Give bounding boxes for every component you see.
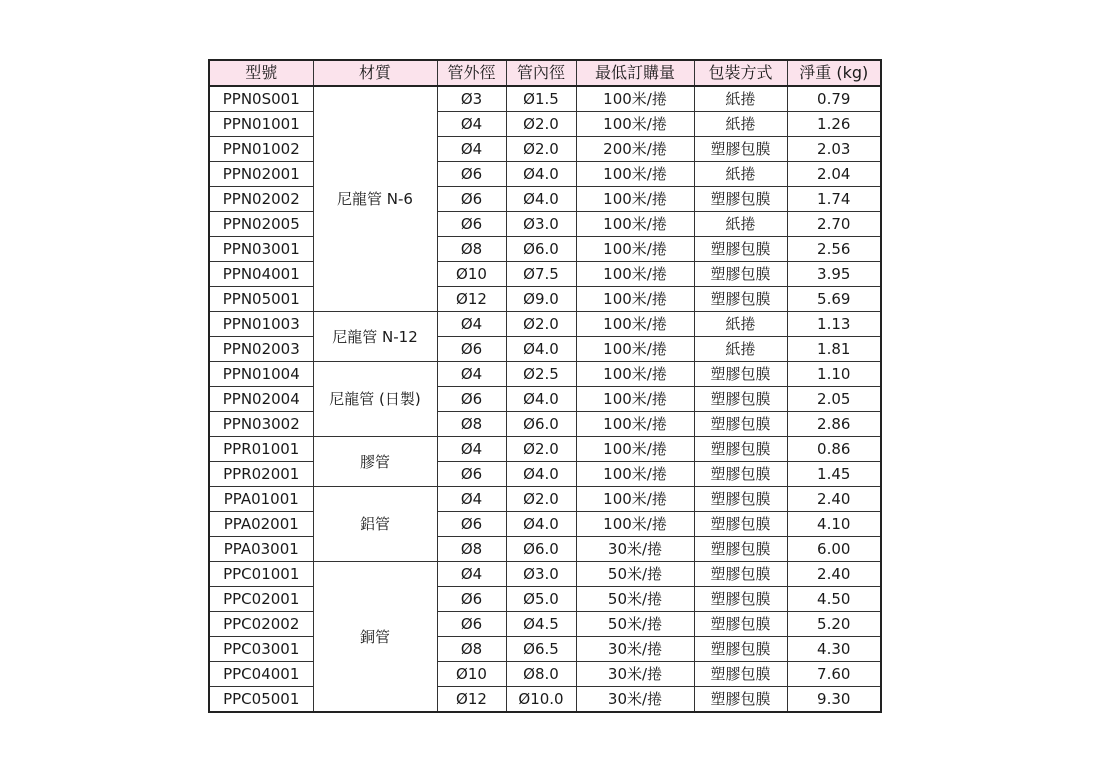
packaging-cell: 塑膠包膜 [694,612,787,637]
inner-diameter-cell: Ø4.5 [506,612,576,637]
model-cell: PPN03001 [209,237,313,262]
table-row [209,137,881,162]
table-row [209,337,881,362]
table-row [209,537,881,562]
model-cell: PPN05001 [209,287,313,312]
packaging-cell: 塑膠包膜 [694,437,787,462]
net-weight-cell: 2.40 [787,487,881,512]
outer-diameter-cell: Ø8 [437,412,506,437]
min-order-cell: 200米/捲 [576,137,694,162]
packaging-cell: 塑膠包膜 [694,237,787,262]
packaging-cell: 塑膠包膜 [694,512,787,537]
outer-diameter-cell: Ø4 [437,362,506,387]
inner-diameter-cell: Ø2.0 [506,437,576,462]
packaging-cell: 紙捲 [694,112,787,137]
header-model: 型號 [209,60,313,86]
min-order-cell: 100米/捲 [576,162,694,187]
inner-diameter-cell: Ø5.0 [506,587,576,612]
model-cell: PPC04001 [209,662,313,687]
model-cell: PPN01003 [209,312,313,337]
packaging-cell: 塑膠包膜 [694,412,787,437]
min-order-cell: 30米/捲 [576,637,694,662]
packaging-cell: 塑膠包膜 [694,662,787,687]
net-weight-cell: 7.60 [787,662,881,687]
table-row [209,86,881,112]
outer-diameter-cell: Ø4 [437,487,506,512]
outer-diameter-cell: Ø6 [437,462,506,487]
material-cell: 銅管 [313,562,437,713]
packaging-cell: 塑膠包膜 [694,637,787,662]
header-row [209,60,881,86]
outer-diameter-cell: Ø6 [437,337,506,362]
table-row [209,612,881,637]
header-packaging: 包裝方式 [694,60,787,86]
min-order-cell: 100米/捲 [576,512,694,537]
inner-diameter-cell: Ø9.0 [506,287,576,312]
table-row [209,462,881,487]
model-cell: PPN02004 [209,387,313,412]
net-weight-cell: 1.13 [787,312,881,337]
table-row [209,687,881,713]
net-weight-cell: 4.30 [787,637,881,662]
net-weight-cell: 1.10 [787,362,881,387]
net-weight-cell: 2.04 [787,162,881,187]
packaging-cell: 塑膠包膜 [694,537,787,562]
outer-diameter-cell: Ø8 [437,637,506,662]
model-cell: PPN02005 [209,212,313,237]
table-row [209,662,881,687]
min-order-cell: 100米/捲 [576,212,694,237]
net-weight-cell: 2.56 [787,237,881,262]
model-cell: PPN02002 [209,187,313,212]
header-inner-diameter: 管內徑 [506,60,576,86]
min-order-cell: 100米/捲 [576,487,694,512]
table-row [209,387,881,412]
table-row [209,362,881,387]
net-weight-cell: 1.81 [787,337,881,362]
packaging-cell: 紙捲 [694,86,787,112]
min-order-cell: 50米/捲 [576,612,694,637]
model-cell: PPA02001 [209,512,313,537]
material-cell: 尼龍管 N-6 [313,86,437,312]
outer-diameter-cell: Ø10 [437,262,506,287]
min-order-cell: 100米/捲 [576,312,694,337]
net-weight-cell: 5.69 [787,287,881,312]
inner-diameter-cell: Ø4.0 [506,462,576,487]
net-weight-cell: 4.50 [787,587,881,612]
model-cell: PPC02002 [209,612,313,637]
inner-diameter-cell: Ø4.0 [506,512,576,537]
model-cell: PPC03001 [209,637,313,662]
net-weight-cell: 0.79 [787,86,881,112]
outer-diameter-cell: Ø4 [437,312,506,337]
outer-diameter-cell: Ø4 [437,137,506,162]
min-order-cell: 50米/捲 [576,587,694,612]
min-order-cell: 100米/捲 [576,86,694,112]
packaging-cell: 紙捲 [694,212,787,237]
net-weight-cell: 5.20 [787,612,881,637]
min-order-cell: 100米/捲 [576,187,694,212]
table-row [209,162,881,187]
packaging-cell: 塑膠包膜 [694,362,787,387]
net-weight-cell: 6.00 [787,537,881,562]
model-cell: PPN02001 [209,162,313,187]
inner-diameter-cell: Ø6.0 [506,237,576,262]
inner-diameter-cell: Ø6.5 [506,637,576,662]
model-cell: PPN01004 [209,362,313,387]
model-cell: PPC05001 [209,687,313,713]
packaging-cell: 塑膠包膜 [694,187,787,212]
spec-body [209,86,881,712]
net-weight-cell: 2.40 [787,562,881,587]
min-order-cell: 100米/捲 [576,287,694,312]
inner-diameter-cell: Ø3.0 [506,212,576,237]
packaging-cell: 塑膠包膜 [694,287,787,312]
outer-diameter-cell: Ø8 [437,537,506,562]
net-weight-cell: 9.30 [787,687,881,713]
header-net-weight: 淨重 (kg) [787,60,881,86]
outer-diameter-cell: Ø10 [437,662,506,687]
min-order-cell: 100米/捲 [576,262,694,287]
outer-diameter-cell: Ø6 [437,187,506,212]
model-cell: PPA03001 [209,537,313,562]
net-weight-cell: 1.74 [787,187,881,212]
spec-table [208,59,882,713]
model-cell: PPN04001 [209,262,313,287]
model-cell: PPC01001 [209,562,313,587]
min-order-cell: 100米/捲 [576,387,694,412]
packaging-cell: 塑膠包膜 [694,262,787,287]
inner-diameter-cell: Ø2.0 [506,112,576,137]
inner-diameter-cell: Ø2.5 [506,362,576,387]
outer-diameter-cell: Ø4 [437,112,506,137]
inner-diameter-cell: Ø2.0 [506,137,576,162]
net-weight-cell: 4.10 [787,512,881,537]
outer-diameter-cell: Ø6 [437,387,506,412]
inner-diameter-cell: Ø4.0 [506,187,576,212]
table-row [209,262,881,287]
table-row [209,237,881,262]
model-cell: PPC02001 [209,587,313,612]
min-order-cell: 30米/捲 [576,687,694,713]
table-row [209,212,881,237]
net-weight-cell: 1.45 [787,462,881,487]
outer-diameter-cell: Ø6 [437,512,506,537]
material-cell: 尼龍管 (日製) [313,362,437,437]
net-weight-cell: 1.26 [787,112,881,137]
header-material: 材質 [313,60,437,86]
outer-diameter-cell: Ø4 [437,562,506,587]
net-weight-cell: 2.86 [787,412,881,437]
min-order-cell: 30米/捲 [576,537,694,562]
packaging-cell: 塑膠包膜 [694,462,787,487]
packaging-cell: 塑膠包膜 [694,562,787,587]
table-row [209,187,881,212]
header-outer-diameter: 管外徑 [437,60,506,86]
outer-diameter-cell: Ø6 [437,162,506,187]
table-row [209,312,881,337]
min-order-cell: 50米/捲 [576,562,694,587]
net-weight-cell: 3.95 [787,262,881,287]
outer-diameter-cell: Ø12 [437,287,506,312]
outer-diameter-cell: Ø12 [437,687,506,713]
model-cell: PPN01002 [209,137,313,162]
inner-diameter-cell: Ø1.5 [506,86,576,112]
min-order-cell: 100米/捲 [576,237,694,262]
net-weight-cell: 2.05 [787,387,881,412]
min-order-cell: 100米/捲 [576,437,694,462]
model-cell: PPR01001 [209,437,313,462]
packaging-cell: 塑膠包膜 [694,137,787,162]
net-weight-cell: 2.03 [787,137,881,162]
packaging-cell: 塑膠包膜 [694,487,787,512]
outer-diameter-cell: Ø6 [437,612,506,637]
packaging-cell: 紙捲 [694,312,787,337]
model-cell: PPN0S001 [209,86,313,112]
min-order-cell: 100米/捲 [576,412,694,437]
min-order-cell: 100米/捲 [576,462,694,487]
table-row [209,512,881,537]
packaging-cell: 塑膠包膜 [694,587,787,612]
inner-diameter-cell: Ø2.0 [506,312,576,337]
min-order-cell: 30米/捲 [576,662,694,687]
inner-diameter-cell: Ø8.0 [506,662,576,687]
table-row [209,412,881,437]
packaging-cell: 塑膠包膜 [694,687,787,713]
table-row [209,487,881,512]
inner-diameter-cell: Ø4.0 [506,387,576,412]
packaging-cell: 紙捲 [694,162,787,187]
table-row [209,287,881,312]
table-row [209,562,881,587]
packaging-cell: 塑膠包膜 [694,387,787,412]
model-cell: PPA01001 [209,487,313,512]
material-cell: 尼龍管 N-12 [313,312,437,362]
inner-diameter-cell: Ø2.0 [506,487,576,512]
table-row [209,112,881,137]
inner-diameter-cell: Ø7.5 [506,262,576,287]
inner-diameter-cell: Ø10.0 [506,687,576,713]
inner-diameter-cell: Ø6.0 [506,412,576,437]
table-row [209,587,881,612]
inner-diameter-cell: Ø4.0 [506,337,576,362]
inner-diameter-cell: Ø6.0 [506,537,576,562]
inner-diameter-cell: Ø3.0 [506,562,576,587]
model-cell: PPN03002 [209,412,313,437]
outer-diameter-cell: Ø3 [437,86,506,112]
table-row [209,437,881,462]
min-order-cell: 100米/捲 [576,337,694,362]
net-weight-cell: 0.86 [787,437,881,462]
model-cell: PPN01001 [209,112,313,137]
outer-diameter-cell: Ø6 [437,212,506,237]
outer-diameter-cell: Ø4 [437,437,506,462]
outer-diameter-cell: Ø6 [437,587,506,612]
net-weight-cell: 2.70 [787,212,881,237]
min-order-cell: 100米/捲 [576,362,694,387]
min-order-cell: 100米/捲 [576,112,694,137]
packaging-cell: 紙捲 [694,337,787,362]
outer-diameter-cell: Ø8 [437,237,506,262]
header-min-order: 最低訂購量 [576,60,694,86]
material-cell: 膠管 [313,437,437,487]
model-cell: PPN02003 [209,337,313,362]
inner-diameter-cell: Ø4.0 [506,162,576,187]
material-cell: 鋁管 [313,487,437,562]
model-cell: PPR02001 [209,462,313,487]
table-row [209,637,881,662]
